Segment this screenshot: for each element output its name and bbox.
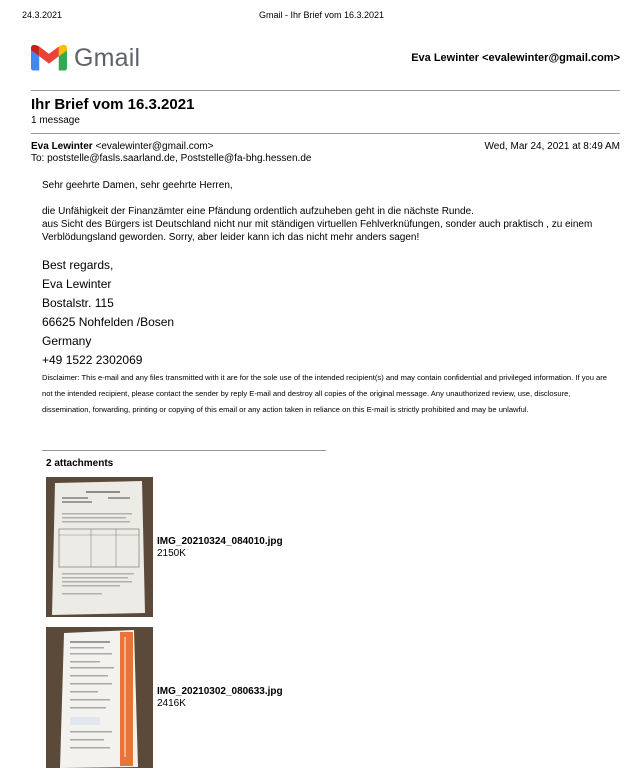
disclaimer: Disclaimer: This e-mail and any files transmitted with it are for the sole use of the intended recipient(s) and may contain confidential and privileged information. If you are not the intended recipient, please contact the sender by reply E-mail and destroy all copies of the original message. Any unauthorized review, use, disclosure, dissemination, forwarding, printing or copying of this email or any action taken in reliance on this E-mail is strictly prohibited and may be unlawful.: [42, 373, 608, 414]
gmail-m-icon: [31, 45, 67, 72]
message-date: Wed, Mar 24, 2021 at 8:49 AM: [484, 141, 620, 152]
sender: [31, 141, 213, 152]
sender-email: <evalewinter@gmail.com>: [95, 141, 214, 152]
attachment-size: 2416K: [157, 698, 186, 709]
receipt-photo-image: [46, 627, 153, 768]
document-photo-image: [46, 477, 153, 617]
paragraph-2: aus Sicht des Bürgers ist Deutschland nicht nur mit ständigen virtuellen Fehlverknüfungen, sonder auch praktisch , zu einem Verblödungsland geworden. Sorry, aber leider kann ich das nicht mehr anders sagen!: [42, 219, 593, 243]
header-divider: [31, 90, 620, 91]
signature-closing: Best regards,: [42, 258, 114, 272]
attachment-thumbnail[interactable]: [46, 477, 153, 617]
thread-subject: Ihr Brief vom 16.3.2021: [31, 96, 195, 113]
message-count: 1 message: [31, 115, 80, 126]
account-label: Eva Lewinter <evalewinter@gmail.com>: [411, 52, 620, 64]
recipients: To: poststelle@fasls.saarland.de, Poststelle@fa-bhg.hessen.de: [31, 153, 312, 164]
attachment-name[interactable]: IMG_20210324_084010.jpg: [157, 536, 283, 547]
attachment-thumbnail[interactable]: [46, 627, 153, 768]
signature: [42, 256, 617, 370]
signature-name: Eva Lewinter: [42, 277, 112, 291]
attachments-count: 2 attachments: [46, 458, 114, 469]
signature-phone: +49 1522 2302069: [42, 353, 143, 367]
attachment-size: 2150K: [157, 548, 186, 559]
paragraph-1: die Unfähigkeit der Finanzämter eine Pfändung ordentlich aufzuheben geht in die nächste Runde.: [42, 206, 474, 217]
sender-name: Eva Lewinter: [31, 141, 93, 152]
greeting: Sehr geehrte Damen, sehr geehrte Herren,: [42, 180, 233, 191]
attachments-divider: [42, 450, 326, 451]
print-date: 24.3.2021: [22, 10, 63, 20]
subject-divider: [31, 133, 620, 134]
signature-street: Bostalstr. 115: [42, 296, 114, 310]
gmail-logo[interactable]: [31, 44, 140, 73]
attachment-name[interactable]: IMG_20210302_080633.jpg: [157, 686, 283, 697]
signature-city: 66625 Nohfelden /Bosen: [42, 315, 175, 329]
gmail-wordmark: Gmail: [74, 44, 141, 72]
message-body: [42, 179, 617, 418]
print-title: Gmail - Ihr Brief vom 16.3.2021: [258, 10, 385, 20]
signature-country: Germany: [42, 334, 92, 348]
